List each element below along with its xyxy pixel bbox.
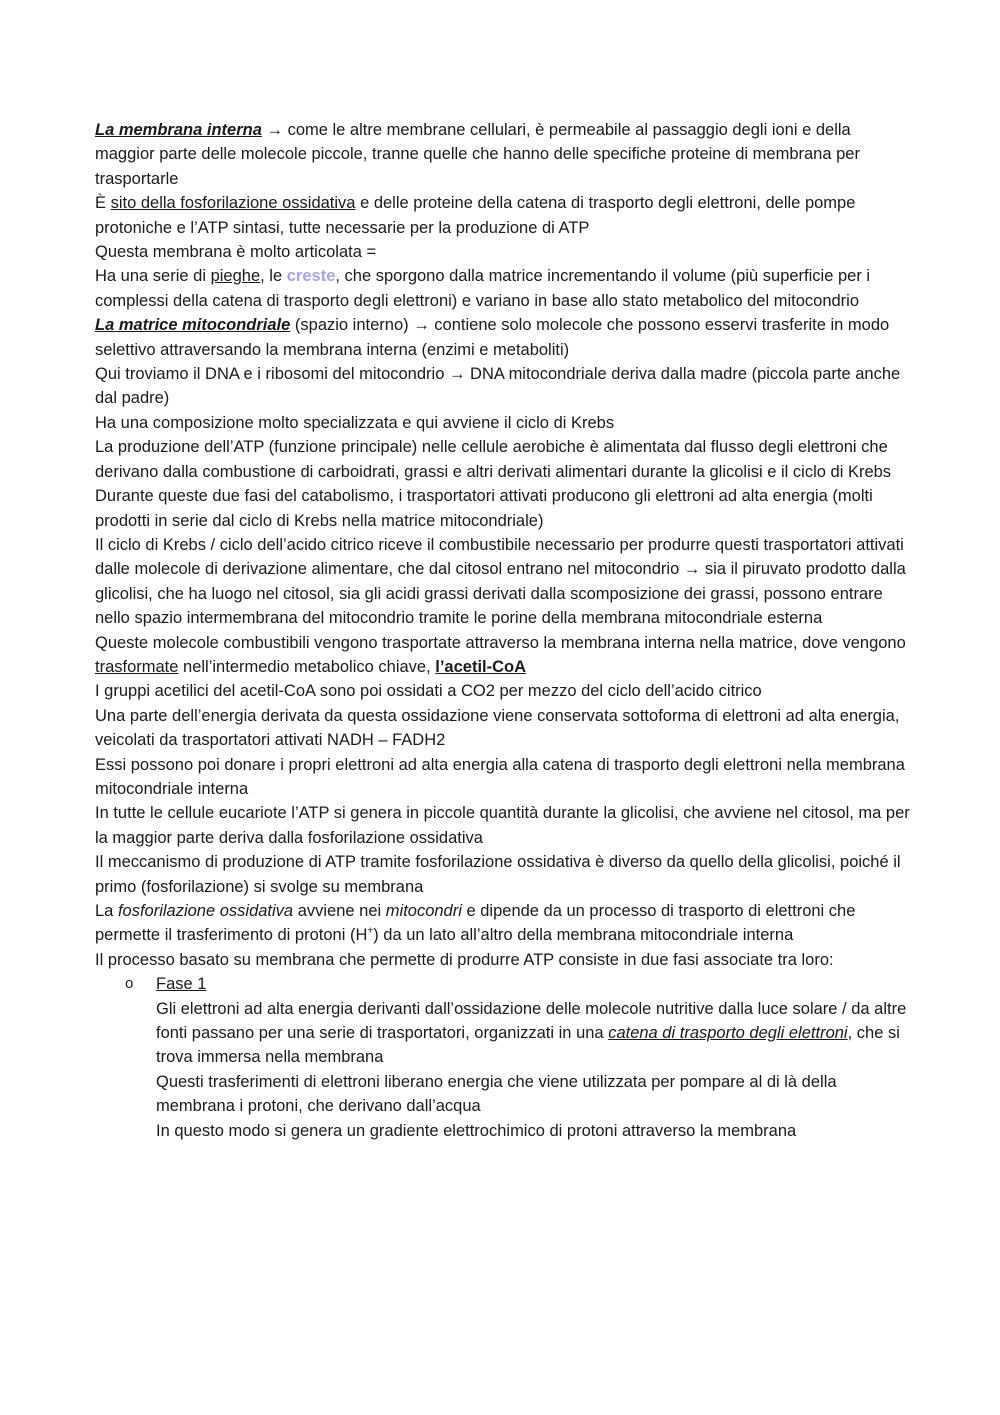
paragraph-matrix <box>95 313 910 362</box>
highlighted-word-cristae: creste <box>286 267 336 286</box>
paragraph-electron-donation: Essi possono poi donare i propri elettroni ad alta energia alla catena di trasporto degli elettroni nella membrana mitocondriale interna <box>95 755 905 798</box>
paragraph-text: e delle proteine della catena di trasporto degli elettroni, delle pompe protoniche e l’ATP sintasi, tutte necessarie per la produzione di ATP <box>95 194 856 237</box>
paragraph-text: È <box>95 194 111 213</box>
term-matrix: La matrice mitocondriale <box>95 316 291 335</box>
paragraph-text: (spazio interno) <box>290 316 414 335</box>
paragraph-text: , che si trova immersa nella membrana <box>156 1024 900 1067</box>
paragraph-text: Qui troviamo il DNA e i ribosomi del mitocondrio <box>95 365 449 384</box>
arrow-icon: → <box>413 316 430 335</box>
underlined-word-transformed: trasformate <box>95 657 179 676</box>
underlined-word-folds: pieghe <box>210 267 261 286</box>
phase-1-line-1 <box>156 997 910 1070</box>
italic-underlined-term: catena di trasporto degli elettroni <box>608 1024 848 1043</box>
term-inner-membrane: La membrana interna <box>95 121 262 139</box>
paragraph-krebs-cycle <box>95 533 910 631</box>
paragraph-text: Gli elettroni ad alta energia derivanti dall’ossidazione delle molecole nutritive dalla luce solare / da altre fonti passano per una serie di trasportatori, organizzati in una <box>156 999 907 1043</box>
paragraph-text: Il ciclo di Krebs / ciclo dell’acido citrico riceve il combustibile necessario per produrre questi trasportatori attivati dalle molecole di derivazione alimentare, che dal citosol entrano nel mitocondrio <box>95 535 904 579</box>
paragraph-text: , che sporgono dalla matrice incrementando il volume (più superficie per i complessi della catena di trasporto degli elettroni) e variano in base allo stato metabolico del mitocondrio <box>95 267 871 310</box>
paragraph-cristae <box>95 264 910 313</box>
paragraph-text: nell’intermedio metabolico chiave, <box>178 657 436 676</box>
paragraph-text: sia il piruvato prodotto dalla glicolisi, che ha luogo nel citosol, sia gli acidi grassi derivati dalla scomposizione dei grassi, possono entrare nello spazio intermembrana del mitocondrio tramite le porine della membrana mitocondriale esterna <box>95 560 906 628</box>
phase-1-line-2: Questi trasferimenti di elettroni liberano energia che viene utilizzata per pompare al di là della membrana i protoni, che derivano dall’acqua <box>156 1072 837 1116</box>
phase-list <box>95 972 910 1143</box>
paragraph-atp-production: La produzione dell’ATP (funzione principale) nelle cellule aerobiche è alimentata dal flusso degli elettroni che derivano dalla combustione di carboidrati, grassi e altri derivati alimentari durante la glicolisi e il ciclo di Krebs <box>95 438 892 481</box>
paragraph-dna <box>95 362 910 411</box>
paragraph-oxidative-site <box>95 191 910 240</box>
paragraph-composition: Ha una composizione molto specializzata e qui avviene il ciclo di Krebs <box>95 413 615 432</box>
paragraph-mechanism: Il meccanismo di produzione di ATP tramite fosforilazione ossidativa è diverso da quello della glicolisi, poiché il primo (fosforilazione) si svolge su membrana <box>95 853 901 896</box>
paragraph-text: Queste molecole combustibili vengono trasportate attraverso la membrana interna nella matrice, dove vengono <box>95 633 906 652</box>
arrow-icon: → <box>448 365 466 384</box>
arrow-icon: → <box>266 121 283 139</box>
phase-1-title: Fase 1 <box>156 975 207 994</box>
paragraph-text: contiene solo molecole che possono esservi trasferite in modo selettivo attraversando la membrana interna (enzimi e metaboliti) <box>95 316 890 359</box>
paragraph-text: Ha una serie di <box>95 267 211 286</box>
paragraph-text: La <box>95 902 118 920</box>
paragraph-text: come le altre membrane cellulari, è permeabile al passaggio degli ioni e della maggior parte delle molecole piccole, tranne quelle che hanno delle specifiche proteine di membrana per trasportarle <box>95 121 860 188</box>
italic-term: mitocondri <box>385 902 462 920</box>
paragraph-articulated: Questa membrana è molto articolata = <box>95 243 377 262</box>
superscript-plus: + <box>367 925 374 937</box>
paragraph-text: DNA mitocondriale deriva dalla madre (piccola parte anche dal padre) <box>95 365 901 408</box>
paragraph-two-phases: Il processo basato su membrana che permette di produrre ATP consiste in due fasi associate tra loro: <box>95 950 834 969</box>
paragraph-text: avviene nei <box>293 902 386 920</box>
list-item-phase-1 <box>95 972 910 1143</box>
bullet-circle-icon: o <box>125 975 134 993</box>
paragraph-oxidative-phosphorylation <box>95 899 910 948</box>
paragraph-text: e dipende da un processo di trasporto di elettroni che permette il trasferimento di protoni (H <box>95 902 856 945</box>
paragraph-acetyl-coa <box>95 631 910 680</box>
italic-term: fosforilazione ossidativa <box>117 902 294 920</box>
paragraph-eukaryotic-atp: In tutte le cellule eucariote l’ATP si genera in piccole quantità durante la glicolisi, che avviene nel citosol, ma per la maggior parte deriva dalla fosforilazione ossidativa <box>95 804 910 847</box>
paragraph-energy-conserved: Una parte dell’energia derivata da questa ossidazione viene conservata sottoforma di elettroni ad alta energia, veicolati da trasportatori attivati NADH – FADH2 <box>95 706 900 750</box>
paragraph-text: , le <box>260 267 287 286</box>
arrow-icon: → <box>683 560 701 579</box>
paragraph-inner-membrane <box>95 118 910 191</box>
underlined-phrase: sito della fosforilazione ossidativa <box>110 194 356 213</box>
paragraph-acetyl-groups: I gruppi acetilici del acetil-CoA sono poi ossidati a CO2 per mezzo del ciclo dell’acido citrico <box>95 682 762 701</box>
document-page <box>95 118 910 1143</box>
phase-1-line-3: In questo modo si genera un gradiente elettrochimico di protoni attraverso la membrana <box>156 1121 797 1140</box>
paragraph-catabolism: Durante queste due fasi del catabolismo, i trasportatori attivati producono gli elettroni ad alta energia (molti prodotti in serie dal ciclo di Krebs nella matrice mitocondriale) <box>95 487 873 530</box>
paragraph-text: ) da un lato all’altro della membrana mitocondriale interna <box>373 926 794 945</box>
bold-term-acetyl-coa: l’acetil-CoA <box>435 657 527 676</box>
